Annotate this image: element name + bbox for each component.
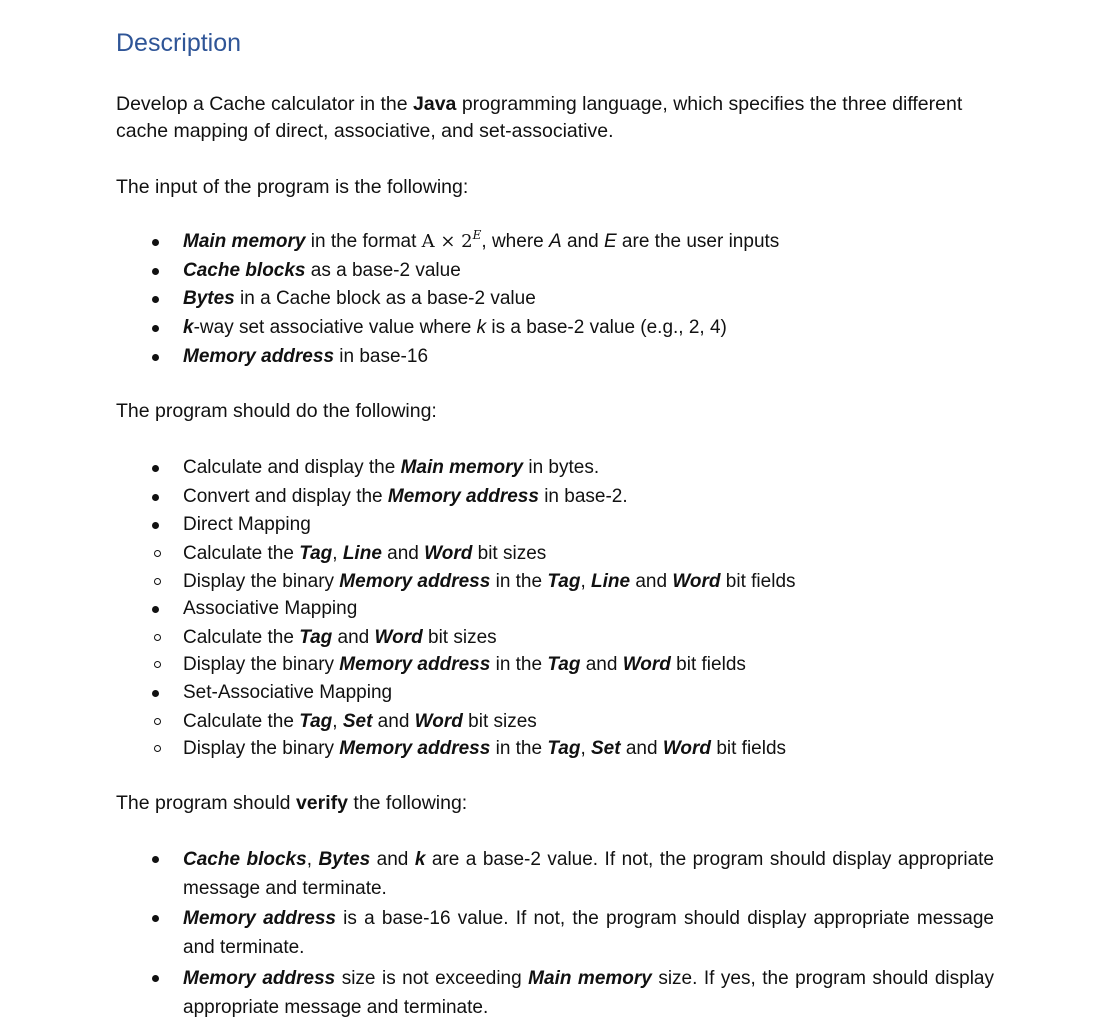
list-item: Memory address in base-16 <box>183 343 1063 372</box>
list-item-direct-mapping: Direct Mapping Calculate the Tag, Line and Word bit sizes Display the binary Memory address in the Tag, Line and Word bit fields <box>183 511 1063 595</box>
bullet-icon <box>152 354 159 361</box>
circle-bullet-icon <box>154 550 161 557</box>
list-item: Memory address size is not exceeding Main memory size. If yes, the program should display appropriate message and terminate. <box>183 965 994 1022</box>
input-list <box>183 228 1063 372</box>
sub-list <box>183 540 1063 595</box>
circle-bullet-icon <box>154 661 161 668</box>
math-expression: $A \times 2^E$ <box>421 228 482 252</box>
intro-text: Develop a Cache calculator in the <box>116 93 414 115</box>
java-keyword: Java <box>413 93 457 115</box>
sub-list-item: Display the binary Memory address in the Tag, Line and Word bit fields <box>115 568 1063 596</box>
bullet-icon <box>152 296 159 303</box>
bullet-icon <box>152 522 159 529</box>
list-item: Memory address is a base-16 value. If not, the program should display appropriate message and terminate. <box>183 905 994 962</box>
circle-bullet-icon <box>154 718 161 725</box>
sub-list-item: Display the binary Memory address in the Tag, Set and Word bit fields <box>115 735 1063 763</box>
bullet-icon <box>152 494 159 501</box>
sub-list <box>183 624 1063 679</box>
bullet-icon <box>152 239 159 246</box>
section-heading: Description <box>116 29 242 57</box>
list-item: Cache blocks as a base-2 value <box>183 257 1063 286</box>
bullet-icon <box>152 325 159 332</box>
should-heading: The program should do the following: <box>116 400 437 422</box>
circle-bullet-icon <box>154 578 161 585</box>
verify-heading: The program should verify the following: <box>116 792 468 814</box>
bullet-icon <box>152 268 159 275</box>
intro-paragraph <box>116 91 1006 145</box>
list-item-set-associative-mapping: Set-Associative Mapping Calculate the Tag, Set and Word bit sizes Display the binary Memory address in the Tag, Set and Word bit fields <box>183 679 1063 763</box>
bullet-icon <box>152 975 159 982</box>
list-item: Convert and display the Memory address in base-2. <box>183 483 1063 512</box>
list-item: Bytes in a Cache block as a base-2 value <box>183 285 1063 314</box>
circle-bullet-icon <box>154 745 161 752</box>
circle-bullet-icon <box>154 634 161 641</box>
list-item: k-way set associative value where k is a base-2 value (e.g., 2, 4) <box>183 314 1063 343</box>
list-item-associative-mapping: Associative Mapping Calculate the Tag and Word bit sizes Display the binary Memory address in the Tag and Word bit fields <box>183 595 1063 679</box>
bullet-icon <box>152 690 159 697</box>
bullet-icon <box>152 915 159 922</box>
sub-list <box>183 708 1063 763</box>
intro-text-end: programming language, which specifies the three different cache mapping of direct, associative, and set-associative. <box>116 93 963 142</box>
task-list <box>183 454 1063 763</box>
sub-list-item: Calculate the Tag and Word bit sizes <box>115 624 1063 652</box>
sub-list-item: Calculate the Tag, Set and Word bit sizes <box>115 708 1063 736</box>
list-item: Cache blocks, Bytes and k are a base-2 value. If not, the program should display appropriate message and terminate. <box>183 846 994 903</box>
sub-list-item: Calculate the Tag, Line and Word bit sizes <box>115 540 1063 568</box>
bullet-icon <box>152 606 159 613</box>
list-item: Main memory in the format $A \times 2^E$, where A and E are the user inputs <box>183 228 1063 257</box>
verify-list <box>183 846 994 1024</box>
bullet-icon <box>152 856 159 863</box>
list-item: Calculate and display the Main memory in bytes. <box>183 454 1063 483</box>
sub-list-item: Display the binary Memory address in the Tag and Word bit fields <box>115 651 1063 679</box>
bullet-icon <box>152 465 159 472</box>
input-heading: The input of the program is the following: <box>116 176 469 198</box>
